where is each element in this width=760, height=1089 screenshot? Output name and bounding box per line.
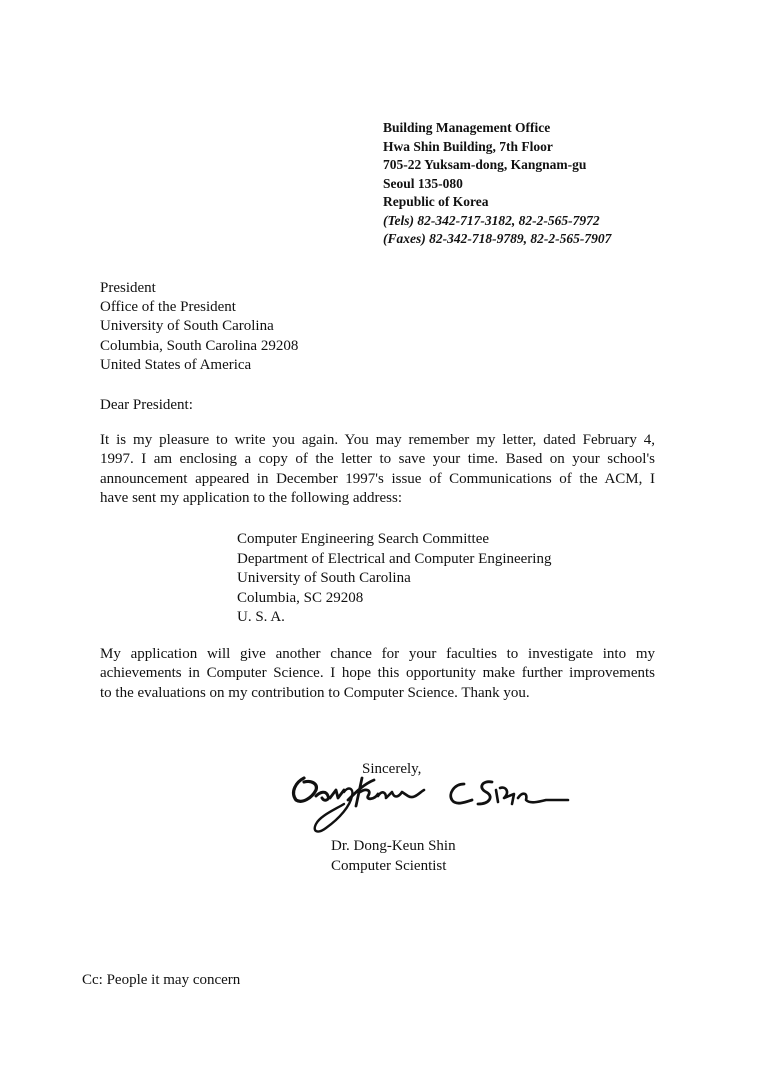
signer-name: Dr. Dong-Keun Shin — [331, 838, 456, 854]
recipient-city: Columbia, South Carolina 29208 — [100, 337, 299, 354]
body-paragraph-1 — [100, 431, 655, 509]
paragraph-line: to the evaluations on my contribution to Computer Science. Thank you. — [100, 684, 530, 701]
committee-address-line: Department of Electrical and Computer Engineering — [237, 550, 552, 567]
signature — [282, 770, 582, 842]
sender-faxes: (Faxes) 82-342-718-9789, 82-2-565-7907 — [383, 231, 612, 246]
paragraph-line: My application will give another chance for your faculties to investigate into my — [100, 646, 655, 662]
sender-office: Building Management Office — [383, 120, 551, 135]
paragraph-line: 1997. I am enclosing a copy of the letter to save your time. Based on your school's — [100, 451, 655, 468]
sender-street: 705-22 Yuksam-dong, Kangnam-gu — [383, 157, 587, 172]
committee-address-line: Computer Engineering Search Committee — [237, 531, 490, 547]
sender-building: Hwa Shin Building, 7th Floor — [383, 138, 553, 154]
salutation: Dear President: — [100, 397, 193, 413]
handwritten-signature — [282, 770, 582, 842]
cc-line: Cc: People it may concern — [82, 972, 241, 988]
sender-city: Seoul 135-080 — [383, 175, 463, 191]
paragraph-line: have sent my application to the following address: — [100, 490, 403, 507]
paragraph-line: achievements in Computer Science. I hope this opportunity make further improvements — [100, 665, 655, 682]
paragraph-line: It is my pleasure to write you again. You may remember my letter, dated February 4, — [100, 432, 655, 448]
recipient-university: University of South Carolina — [100, 318, 274, 335]
paragraph-line: announcement appeared in December 1997's issue of Communications of the ACM, I — [100, 470, 655, 487]
recipient-office: Office of the President — [100, 299, 236, 316]
body-paragraph-2 — [100, 645, 655, 703]
committee-address-line: U. S. A. — [237, 609, 285, 626]
recipient-address — [100, 279, 298, 375]
sender-country: Republic of Korea — [383, 194, 489, 209]
sender-address — [383, 119, 611, 249]
committee-address-line: University of South Carolina — [237, 570, 411, 587]
recipient-country: United States of America — [100, 356, 252, 373]
signer-block — [331, 837, 456, 876]
committee-address-line: Columbia, SC 29208 — [237, 589, 364, 606]
sender-tels: (Tels) 82-342-717-3182, 82-2-565-7972 — [383, 212, 600, 228]
committee-address — [237, 530, 551, 628]
signer-title: Computer Scientist — [331, 857, 447, 874]
recipient-title: President — [100, 280, 156, 296]
closing: Sincerely, — [362, 761, 422, 777]
